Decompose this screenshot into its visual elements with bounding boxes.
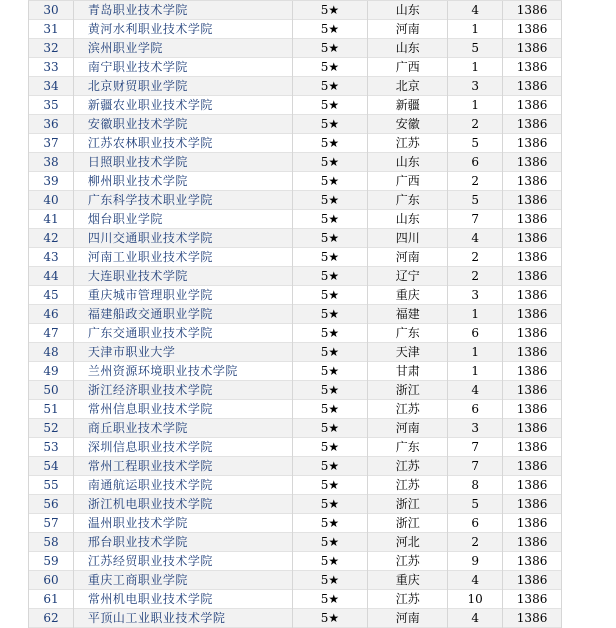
star-rating-cell: 5★ xyxy=(293,590,369,609)
regional-rank-cell: 5 xyxy=(448,134,503,153)
regional-rank-cell: 4 xyxy=(448,571,503,590)
college-name-link[interactable]: 兰州资源环境职业技术学院 xyxy=(74,362,293,381)
regional-rank-cell: 1 xyxy=(448,20,503,39)
table-row xyxy=(29,1,562,20)
star-rating-cell: 5★ xyxy=(293,419,369,438)
province-cell: 江苏 xyxy=(368,476,448,495)
college-name-link[interactable]: 天津市职业大学 xyxy=(74,343,293,362)
province-cell: 河南 xyxy=(368,20,448,39)
total-count-cell: 1386 xyxy=(503,267,562,286)
regional-rank-cell: 6 xyxy=(448,400,503,419)
star-rating-cell: 5★ xyxy=(293,381,369,400)
table-row xyxy=(29,134,562,153)
rank-cell: 46 xyxy=(29,305,74,324)
rank-cell: 42 xyxy=(29,229,74,248)
college-name-link[interactable]: 日照职业技术学院 xyxy=(74,153,293,172)
table-row xyxy=(29,305,562,324)
total-count-cell: 1386 xyxy=(503,305,562,324)
star-rating-cell: 5★ xyxy=(293,20,369,39)
regional-rank-cell: 4 xyxy=(448,381,503,400)
total-count-cell: 1386 xyxy=(503,1,562,20)
star-rating-cell: 5★ xyxy=(293,476,369,495)
college-name-link[interactable]: 温州职业技术学院 xyxy=(74,514,293,533)
college-name-link[interactable]: 平顶山工业职业技术学院 xyxy=(74,609,293,628)
star-rating-cell: 5★ xyxy=(293,229,369,248)
rank-cell: 50 xyxy=(29,381,74,400)
rank-cell: 62 xyxy=(29,609,74,628)
table-row xyxy=(29,248,562,267)
rank-cell: 41 xyxy=(29,210,74,229)
total-count-cell: 1386 xyxy=(503,191,562,210)
college-name-link[interactable]: 广东交通职业技术学院 xyxy=(74,324,293,343)
rank-cell: 55 xyxy=(29,476,74,495)
table-row xyxy=(29,172,562,191)
regional-rank-cell: 1 xyxy=(448,362,503,381)
province-cell: 广西 xyxy=(368,172,448,191)
regional-rank-cell: 6 xyxy=(448,153,503,172)
college-name-link[interactable]: 黄河水利职业技术学院 xyxy=(74,20,293,39)
rank-cell: 61 xyxy=(29,590,74,609)
table-row xyxy=(29,343,562,362)
table-row xyxy=(29,533,562,552)
province-cell: 山东 xyxy=(368,210,448,229)
star-rating-cell: 5★ xyxy=(293,210,369,229)
table-row xyxy=(29,609,562,628)
table-row xyxy=(29,514,562,533)
star-rating-cell: 5★ xyxy=(293,77,369,96)
total-count-cell: 1386 xyxy=(503,210,562,229)
regional-rank-cell: 6 xyxy=(448,514,503,533)
total-count-cell: 1386 xyxy=(503,153,562,172)
college-name-link[interactable]: 烟台职业学院 xyxy=(74,210,293,229)
star-rating-cell: 5★ xyxy=(293,39,369,58)
rank-cell: 48 xyxy=(29,343,74,362)
star-rating-cell: 5★ xyxy=(293,96,369,115)
regional-rank-cell: 5 xyxy=(448,39,503,58)
college-name-link[interactable]: 安徽职业技术学院 xyxy=(74,115,293,134)
star-rating-cell: 5★ xyxy=(293,248,369,267)
star-rating-cell: 5★ xyxy=(293,457,369,476)
total-count-cell: 1386 xyxy=(503,362,562,381)
table-row xyxy=(29,571,562,590)
rank-cell: 53 xyxy=(29,438,74,457)
college-name-link[interactable]: 福建船政交通职业学院 xyxy=(74,305,293,324)
regional-rank-cell: 7 xyxy=(448,210,503,229)
college-ranking-table xyxy=(28,0,562,628)
total-count-cell: 1386 xyxy=(503,286,562,305)
total-count-cell: 1386 xyxy=(503,115,562,134)
college-name-link[interactable]: 邢台职业技术学院 xyxy=(74,533,293,552)
star-rating-cell: 5★ xyxy=(293,267,369,286)
table-row xyxy=(29,96,562,115)
province-cell: 山东 xyxy=(368,39,448,58)
rank-cell: 38 xyxy=(29,153,74,172)
college-name-link[interactable]: 浙江经济职业技术学院 xyxy=(74,381,293,400)
province-cell: 浙江 xyxy=(368,381,448,400)
regional-rank-cell: 10 xyxy=(448,590,503,609)
total-count-cell: 1386 xyxy=(503,248,562,267)
total-count-cell: 1386 xyxy=(503,343,562,362)
province-cell: 甘肃 xyxy=(368,362,448,381)
rank-cell: 31 xyxy=(29,20,74,39)
regional-rank-cell: 2 xyxy=(448,115,503,134)
regional-rank-cell: 9 xyxy=(448,552,503,571)
province-cell: 浙江 xyxy=(368,514,448,533)
total-count-cell: 1386 xyxy=(503,134,562,153)
college-name-link[interactable]: 重庆工商职业学院 xyxy=(74,571,293,590)
college-name-link[interactable]: 南宁职业技术学院 xyxy=(74,58,293,77)
table-row xyxy=(29,324,562,343)
star-rating-cell: 5★ xyxy=(293,153,369,172)
table-row xyxy=(29,495,562,514)
star-rating-cell: 5★ xyxy=(293,552,369,571)
total-count-cell: 1386 xyxy=(503,571,562,590)
college-name-link[interactable]: 北京财贸职业学院 xyxy=(74,77,293,96)
table-row xyxy=(29,267,562,286)
total-count-cell: 1386 xyxy=(503,438,562,457)
regional-rank-cell: 1 xyxy=(448,58,503,77)
table-row xyxy=(29,39,562,58)
table-row xyxy=(29,286,562,305)
college-name-link[interactable]: 江苏农林职业技术学院 xyxy=(74,134,293,153)
college-name-link[interactable]: 广东科学技术职业学院 xyxy=(74,191,293,210)
province-cell: 江苏 xyxy=(368,457,448,476)
rank-cell: 60 xyxy=(29,571,74,590)
total-count-cell: 1386 xyxy=(503,381,562,400)
province-cell: 重庆 xyxy=(368,571,448,590)
rank-cell: 34 xyxy=(29,77,74,96)
college-name-link[interactable]: 常州信息职业技术学院 xyxy=(74,400,293,419)
table-row xyxy=(29,381,562,400)
total-count-cell: 1386 xyxy=(503,96,562,115)
total-count-cell: 1386 xyxy=(503,324,562,343)
rank-cell: 35 xyxy=(29,96,74,115)
star-rating-cell: 5★ xyxy=(293,191,369,210)
province-cell: 天津 xyxy=(368,343,448,362)
province-cell: 河南 xyxy=(368,609,448,628)
regional-rank-cell: 3 xyxy=(448,419,503,438)
regional-rank-cell: 2 xyxy=(448,172,503,191)
table-row xyxy=(29,58,562,77)
star-rating-cell: 5★ xyxy=(293,1,369,20)
star-rating-cell: 5★ xyxy=(293,571,369,590)
total-count-cell: 1386 xyxy=(503,172,562,191)
province-cell: 山东 xyxy=(368,1,448,20)
star-rating-cell: 5★ xyxy=(293,400,369,419)
total-count-cell: 1386 xyxy=(503,533,562,552)
rank-cell: 54 xyxy=(29,457,74,476)
total-count-cell: 1386 xyxy=(503,552,562,571)
rank-cell: 30 xyxy=(29,1,74,20)
province-cell: 河南 xyxy=(368,248,448,267)
star-rating-cell: 5★ xyxy=(293,115,369,134)
total-count-cell: 1386 xyxy=(503,39,562,58)
rank-cell: 33 xyxy=(29,58,74,77)
regional-rank-cell: 6 xyxy=(448,324,503,343)
star-rating-cell: 5★ xyxy=(293,324,369,343)
province-cell: 江苏 xyxy=(368,134,448,153)
table-row xyxy=(29,590,562,609)
star-rating-cell: 5★ xyxy=(293,305,369,324)
regional-rank-cell: 4 xyxy=(448,609,503,628)
rank-cell: 32 xyxy=(29,39,74,58)
rank-cell: 40 xyxy=(29,191,74,210)
regional-rank-cell: 2 xyxy=(448,248,503,267)
table-row xyxy=(29,115,562,134)
regional-rank-cell: 4 xyxy=(448,1,503,20)
province-cell: 浙江 xyxy=(368,495,448,514)
regional-rank-cell: 3 xyxy=(448,77,503,96)
rank-cell: 56 xyxy=(29,495,74,514)
rank-cell: 58 xyxy=(29,533,74,552)
table-row xyxy=(29,362,562,381)
table-row xyxy=(29,77,562,96)
regional-rank-cell: 1 xyxy=(448,305,503,324)
rank-cell: 47 xyxy=(29,324,74,343)
total-count-cell: 1386 xyxy=(503,20,562,39)
province-cell: 辽宁 xyxy=(368,267,448,286)
regional-rank-cell: 8 xyxy=(448,476,503,495)
regional-rank-cell: 3 xyxy=(448,286,503,305)
table-row xyxy=(29,419,562,438)
table-row xyxy=(29,20,562,39)
regional-rank-cell: 2 xyxy=(448,267,503,286)
province-cell: 广东 xyxy=(368,438,448,457)
college-name-link[interactable]: 常州工程职业技术学院 xyxy=(74,457,293,476)
rank-cell: 36 xyxy=(29,115,74,134)
college-name-link[interactable]: 河南工业职业技术学院 xyxy=(74,248,293,267)
rank-cell: 59 xyxy=(29,552,74,571)
rank-cell: 44 xyxy=(29,267,74,286)
college-name-link[interactable]: 青岛职业技术学院 xyxy=(74,1,293,20)
college-name-link[interactable]: 滨州职业学院 xyxy=(74,39,293,58)
province-cell: 江苏 xyxy=(368,552,448,571)
table-row xyxy=(29,438,562,457)
total-count-cell: 1386 xyxy=(503,476,562,495)
regional-rank-cell: 7 xyxy=(448,457,503,476)
star-rating-cell: 5★ xyxy=(293,286,369,305)
regional-rank-cell: 4 xyxy=(448,229,503,248)
college-name-link[interactable]: 新疆农业职业技术学院 xyxy=(74,96,293,115)
college-name-link[interactable]: 大连职业技术学院 xyxy=(74,267,293,286)
province-cell: 福建 xyxy=(368,305,448,324)
star-rating-cell: 5★ xyxy=(293,514,369,533)
college-name-link[interactable]: 江苏经贸职业技术学院 xyxy=(74,552,293,571)
star-rating-cell: 5★ xyxy=(293,609,369,628)
province-cell: 新疆 xyxy=(368,96,448,115)
star-rating-cell: 5★ xyxy=(293,438,369,457)
college-name-link[interactable]: 柳州职业技术学院 xyxy=(74,172,293,191)
total-count-cell: 1386 xyxy=(503,77,562,96)
table-row xyxy=(29,229,562,248)
province-cell: 河北 xyxy=(368,533,448,552)
total-count-cell: 1386 xyxy=(503,457,562,476)
total-count-cell: 1386 xyxy=(503,229,562,248)
province-cell: 四川 xyxy=(368,229,448,248)
total-count-cell: 1386 xyxy=(503,609,562,628)
star-rating-cell: 5★ xyxy=(293,134,369,153)
rank-cell: 37 xyxy=(29,134,74,153)
province-cell: 山东 xyxy=(368,153,448,172)
total-count-cell: 1386 xyxy=(503,400,562,419)
regional-rank-cell: 2 xyxy=(448,533,503,552)
rank-cell: 51 xyxy=(29,400,74,419)
regional-rank-cell: 5 xyxy=(448,495,503,514)
rank-cell: 39 xyxy=(29,172,74,191)
table-row xyxy=(29,191,562,210)
college-name-link[interactable]: 南通航运职业技术学院 xyxy=(74,476,293,495)
star-rating-cell: 5★ xyxy=(293,533,369,552)
table-row xyxy=(29,400,562,419)
star-rating-cell: 5★ xyxy=(293,495,369,514)
regional-rank-cell: 5 xyxy=(448,191,503,210)
table-row xyxy=(29,552,562,571)
rank-cell: 43 xyxy=(29,248,74,267)
total-count-cell: 1386 xyxy=(503,514,562,533)
college-name-link[interactable]: 浙江机电职业技术学院 xyxy=(74,495,293,514)
college-name-link[interactable]: 常州机电职业技术学院 xyxy=(74,590,293,609)
province-cell: 江苏 xyxy=(368,590,448,609)
regional-rank-cell: 1 xyxy=(448,343,503,362)
college-name-link[interactable]: 商丘职业技术学院 xyxy=(74,419,293,438)
rank-cell: 52 xyxy=(29,419,74,438)
province-cell: 重庆 xyxy=(368,286,448,305)
star-rating-cell: 5★ xyxy=(293,343,369,362)
table-row xyxy=(29,457,562,476)
rank-cell: 57 xyxy=(29,514,74,533)
province-cell: 安徽 xyxy=(368,115,448,134)
regional-rank-cell: 1 xyxy=(448,96,503,115)
star-rating-cell: 5★ xyxy=(293,172,369,191)
province-cell: 河南 xyxy=(368,419,448,438)
total-count-cell: 1386 xyxy=(503,590,562,609)
college-name-link[interactable]: 重庆城市管理职业学院 xyxy=(74,286,293,305)
rank-cell: 45 xyxy=(29,286,74,305)
table-row xyxy=(29,476,562,495)
province-cell: 广西 xyxy=(368,58,448,77)
regional-rank-cell: 7 xyxy=(448,438,503,457)
table-row xyxy=(29,153,562,172)
college-name-link[interactable]: 四川交通职业技术学院 xyxy=(74,229,293,248)
college-name-link[interactable]: 深圳信息职业技术学院 xyxy=(74,438,293,457)
rank-cell: 49 xyxy=(29,362,74,381)
province-cell: 北京 xyxy=(368,77,448,96)
province-cell: 广东 xyxy=(368,191,448,210)
total-count-cell: 1386 xyxy=(503,58,562,77)
table-row xyxy=(29,210,562,229)
star-rating-cell: 5★ xyxy=(293,58,369,77)
province-cell: 江苏 xyxy=(368,400,448,419)
province-cell: 广东 xyxy=(368,324,448,343)
star-rating-cell: 5★ xyxy=(293,362,369,381)
total-count-cell: 1386 xyxy=(503,495,562,514)
total-count-cell: 1386 xyxy=(503,419,562,438)
